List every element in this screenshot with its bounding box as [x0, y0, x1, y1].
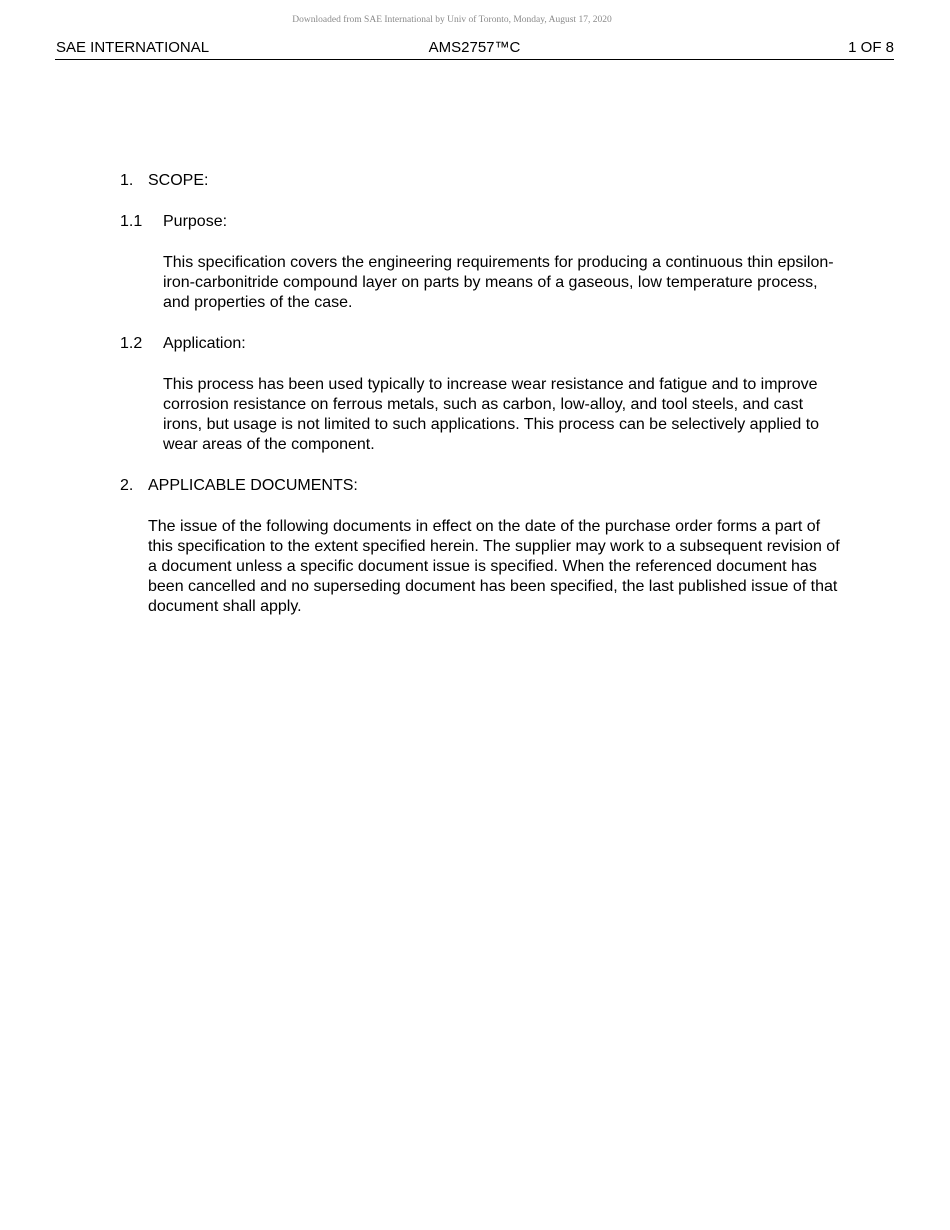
purpose-paragraph: [163, 253, 888, 313]
paragraph-line: and properties of the case.: [163, 294, 353, 311]
section-number: 1.2: [120, 335, 143, 352]
download-watermark: Downloaded from SAE International by Univ of Toronto, Monday, August 17, 2020: [292, 15, 612, 25]
paragraph-line: This process has been used typically to increase wear resistance and fatigue and to improve: [163, 376, 818, 393]
paragraph-line: been cancelled and no superseding document has been specified, the last published issue of that: [148, 578, 838, 595]
application-paragraph: [163, 375, 888, 455]
section-title: Purpose:: [163, 213, 228, 230]
section-applicable-documents-heading: [0, 476, 950, 496]
paragraph-line: wear areas of the component.: [163, 436, 375, 453]
paragraph-line: irons, but usage is not limited to such applications. This process can be selectively applied to: [163, 416, 820, 433]
paragraph-line: a document unless a specific document issue is specified. When the referenced document has: [148, 558, 817, 575]
document-body: [0, 171, 950, 617]
section-number: 2.: [120, 477, 134, 494]
paragraph-line: this specification to the extent specified herein. The supplier may work to a subsequent revision of: [148, 538, 840, 555]
applicable-documents-paragraph: [148, 517, 893, 617]
section-application-heading: [0, 334, 950, 354]
section-number: 1.1: [120, 213, 143, 230]
page-header: [55, 37, 894, 60]
paragraph-line: corrosion resistance on ferrous metals, such as carbon, low-alloy, and tool steels, and cast: [163, 396, 804, 413]
paragraph-line: This specification covers the engineering requirements for producing a continuous thin epsilon-: [163, 254, 834, 271]
section-purpose-heading: [0, 212, 950, 232]
paragraph-line: The issue of the following documents in effect on the date of the purchase order forms a part of: [148, 518, 821, 535]
section-title: APPLICABLE DOCUMENTS:: [148, 477, 358, 494]
paragraph-line: document shall apply.: [148, 598, 302, 615]
paragraph-line: iron-carbonitride compound layer on parts by means of a gaseous, low temperature process,: [163, 274, 818, 291]
header-page-number: 1 OF 8: [848, 39, 894, 56]
section-title: SCOPE:: [148, 172, 209, 189]
header-organization: SAE INTERNATIONAL: [56, 39, 210, 56]
header-document-id: AMS2757™C: [428, 39, 521, 56]
section-number: 1.: [120, 172, 134, 189]
section-title: Application:: [163, 335, 246, 352]
section-scope-heading: [0, 171, 950, 191]
